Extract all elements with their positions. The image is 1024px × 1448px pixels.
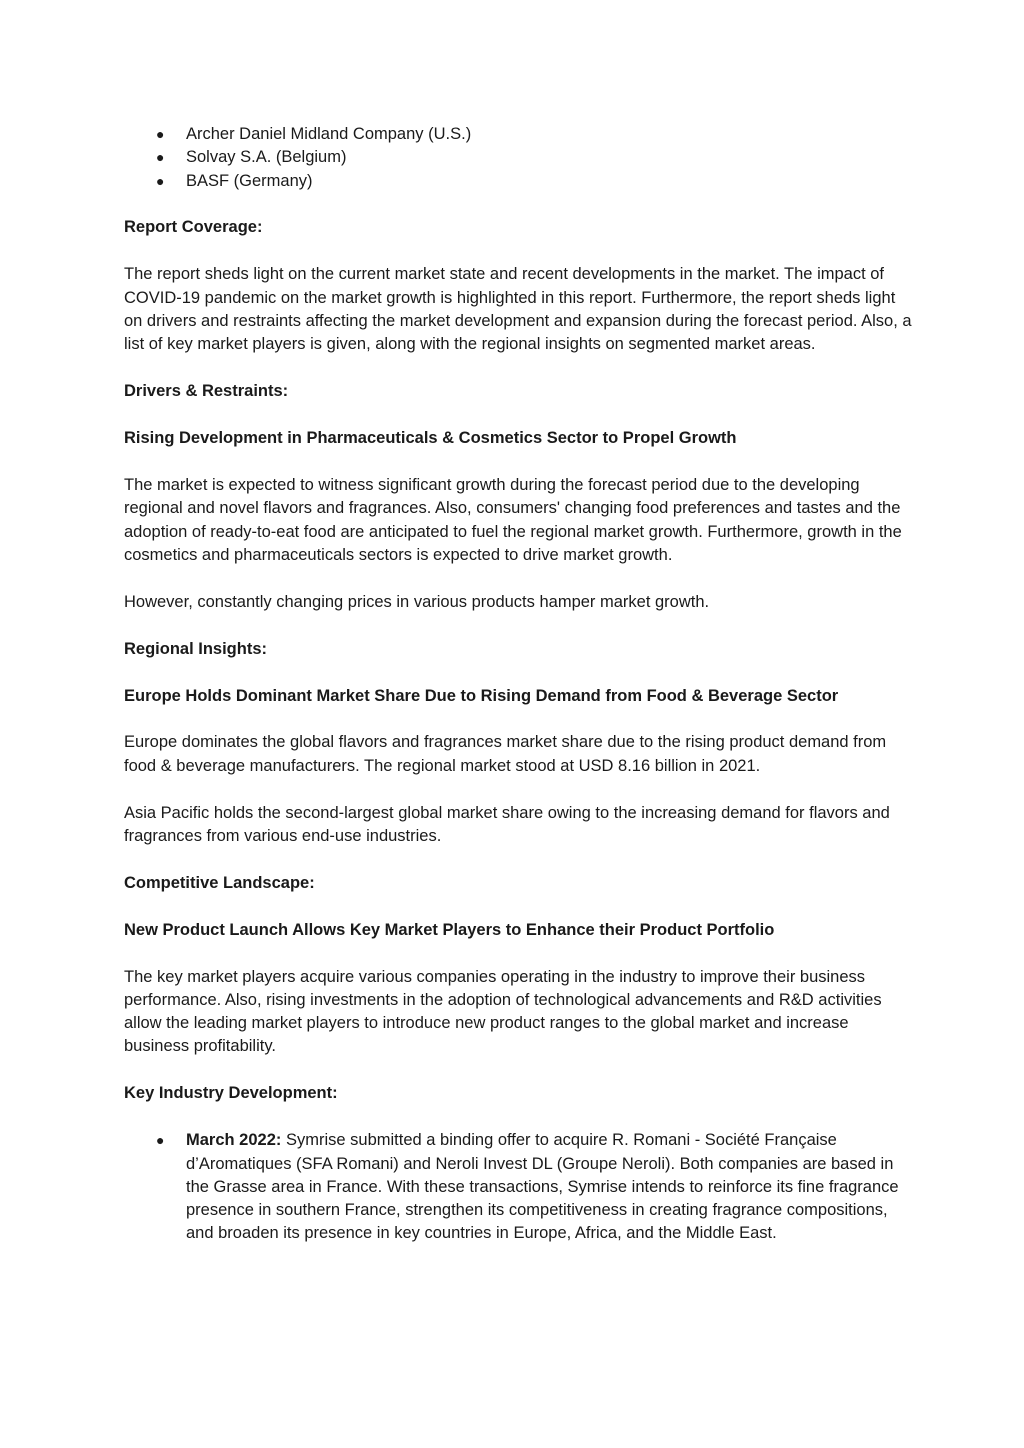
bullet-icon: ●: [156, 149, 165, 166]
development-heading: Key Industry Development:: [124, 1084, 338, 1103]
europe-paragraph: Europe dominates the global flavors and fragrances market share due to the rising product demand from food & beverage manufacturers. The regional market stood at USD 8.16 billion in 2021.: [124, 733, 887, 775]
drivers-subheading: Rising Development in Pharmaceuticals & Cosmetics Sector to Propel Growth: [124, 429, 737, 448]
company-name: Archer Daniel Midland Company (U.S.): [186, 125, 472, 143]
document-page: [124, 123, 914, 1246]
competitive-subheading: New Product Launch Allows Key Market Players to Enhance their Product Portfolio: [124, 920, 775, 939]
company-name: BASF (Germany): [186, 171, 313, 190]
list-item: [124, 1129, 914, 1245]
development-text: Symrise submitted a binding offer to acquire R. Romani - Société Française d’Aromatiques (SFA Romani) and Neroli Invest DL (Groupe Neroli). Both companies are based in the Grasse area in France. With these transactions, Symrise intends to reinforce its fine fragrance presence in southern France, strengthen its competitiveness in creating fragrance compositions, and broaden its presence in key countries in Europe, Africa, and the Middle East.: [186, 1131, 899, 1243]
asia-pacific-paragraph: Asia Pacific holds the second-largest global market share owing to the increasing demand for flavors and fragrances from various end-use industries.: [124, 803, 890, 845]
restraints-paragraph: However, constantly changing prices in various products hamper market growth.: [124, 592, 710, 611]
list-item: [124, 123, 914, 146]
list-item: [124, 146, 914, 169]
report-coverage-paragraph: The report sheds light on the current market state and recent developments in the market. The impact of COVID-19 pandemic on the market growth is highlighted in this report. Furthermore, the report sheds light on drivers and restraints affecting the market development and expansion during the forecast period. Also, a list of key market players is given, along with the regional insights on segmented market areas.: [124, 265, 912, 354]
bullet-icon: ●: [156, 126, 165, 142]
bullet-icon: ●: [156, 1132, 165, 1149]
drivers-heading: Drivers & Restraints:: [124, 382, 289, 401]
regional-subheading: Europe Holds Dominant Market Share Due to Rising Demand from Food & Beverage Sector: [124, 686, 839, 705]
drivers-paragraph: The market is expected to witness significant growth during the forecast period due to the developing regional and novel flavors and fragrances. Also, consumers' changing food preferences and tastes and the adoption of ready-to-eat food are anticipated to fuel the regional market growth. Furthermore, growth in the cosmetics and pharmaceuticals sectors is expected to drive market growth.: [124, 475, 902, 564]
regional-heading: Regional Insights:: [124, 639, 268, 658]
development-date: March 2022:: [186, 1131, 282, 1150]
bullet-icon: ●: [156, 172, 165, 189]
list-item: [124, 170, 914, 193]
development-list: [124, 1129, 914, 1245]
report-coverage-heading: Report Coverage:: [124, 218, 263, 237]
competitive-heading: Competitive Landscape:: [124, 873, 315, 892]
company-list: [124, 123, 914, 193]
competitive-paragraph: The key market players acquire various companies operating in the industry to improve their business performance. Also, rising investments in the adoption of technological advancements and R&D activities allow the leading market players to introduce new product ranges to the global market and increase business profitability.: [124, 967, 882, 1056]
company-name: Solvay S.A. (Belgium): [186, 148, 347, 167]
